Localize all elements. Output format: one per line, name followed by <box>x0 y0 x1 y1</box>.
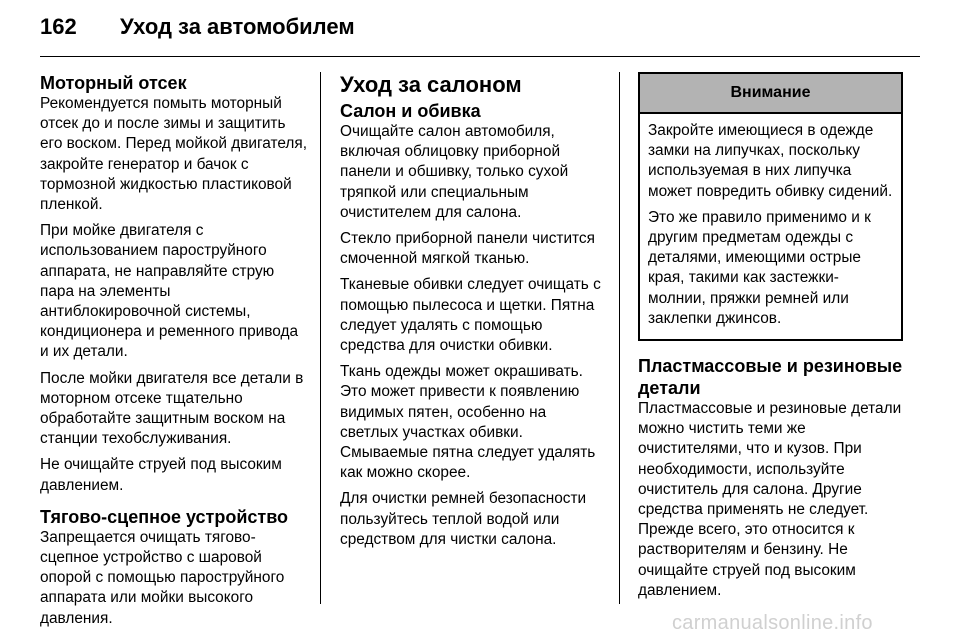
paragraph: Ткань одежды может окрашивать. Это может привести к появлению видимых пятен, особенно на светлых участках обивки. Смываемые пятна следует удалять как можно скорее. <box>340 363 596 482</box>
section-heading-plastics: Пластмассовые и резиновые детали <box>638 356 903 399</box>
watermark: carmanualsonline.info <box>672 612 873 634</box>
chapter-heading: Уход за салоном <box>340 72 522 97</box>
paragraph: Не очищайте струей под высоким давлением. <box>40 456 282 494</box>
paragraph: После мойки двигателя все детали в моторном отсеке тщательно обработайте защитным воском на станции техобслуживания. <box>40 369 304 448</box>
paragraph: При мойке двигателя с использованием пароструйного аппарата, не направляйте струю пара на элементы антиблокировочной системы, кондиционера и ременного привода и их детали. <box>40 222 299 361</box>
paragraph: Это же правило применимо и к другим предметам одежды с деталями, имеющими острые края, такими как застежки-молнии, пряжки ремней или заклепки джинсов. <box>648 208 871 327</box>
page-number: 162 <box>40 14 77 39</box>
warning-body <box>640 114 901 339</box>
paragraph: Пластмассовые и резиновые детали можно чистить теми же очистителями, что и кузов. При необходимости, используйте очиститель для салона. Другие средства применять не следует. Прежде всего, это относится к растворителям и бензину. Не очищайте струей под высоким давлением. <box>638 400 902 599</box>
page-header <box>40 14 920 58</box>
paragraph: Тканевые обивки следует очищать с помощью пылесоса и щетки. Пятна следует удалять с помощью средства для очистки обивки. <box>340 276 601 355</box>
warning-box <box>638 72 903 341</box>
header-divider <box>40 56 920 57</box>
column-left <box>40 72 308 635</box>
warning-title: Внимание <box>640 74 901 114</box>
paragraph: Рекомендуется помыть моторный отсек до и после зимы и защитить его воском. Перед мойкой двигателя, закройте генератор и бачок с тормозной жидкостью пластиковой пленкой. <box>40 95 308 214</box>
paragraph: Закройте имеющиеся в одежде замки на липучках, поскольку используемая в них липучка может повредить обивку сидений. <box>648 122 893 200</box>
column-divider <box>320 72 321 604</box>
paragraph: Для очистки ремней безопасности пользуйтесь теплой водой или средством для чистки салона. <box>340 490 587 548</box>
page-title: Уход за автомобилем <box>120 14 355 39</box>
paragraph: Очищайте салон автомобиля, включая облицовку приборной панели и обшивку, только сухой тряпкой или специальным очистителем для салона. <box>340 123 569 221</box>
paragraph: Запрещается очищать тягово-сцепное устройство с шаровой опорой с помощью пароструйного аппарата или мойки высокого давления. <box>40 528 285 627</box>
section-heading-engine: Моторный отсек <box>40 73 187 93</box>
column-middle <box>340 72 608 556</box>
section-heading-upholstery: Салон и обивка <box>340 101 481 121</box>
paragraph: Стекло приборной панели чистится смоченной мягкой тканью. <box>340 230 595 268</box>
column-divider <box>619 72 620 604</box>
column-right <box>638 72 903 607</box>
section-heading-towing: Тягово-сцепное устройство <box>40 506 289 527</box>
